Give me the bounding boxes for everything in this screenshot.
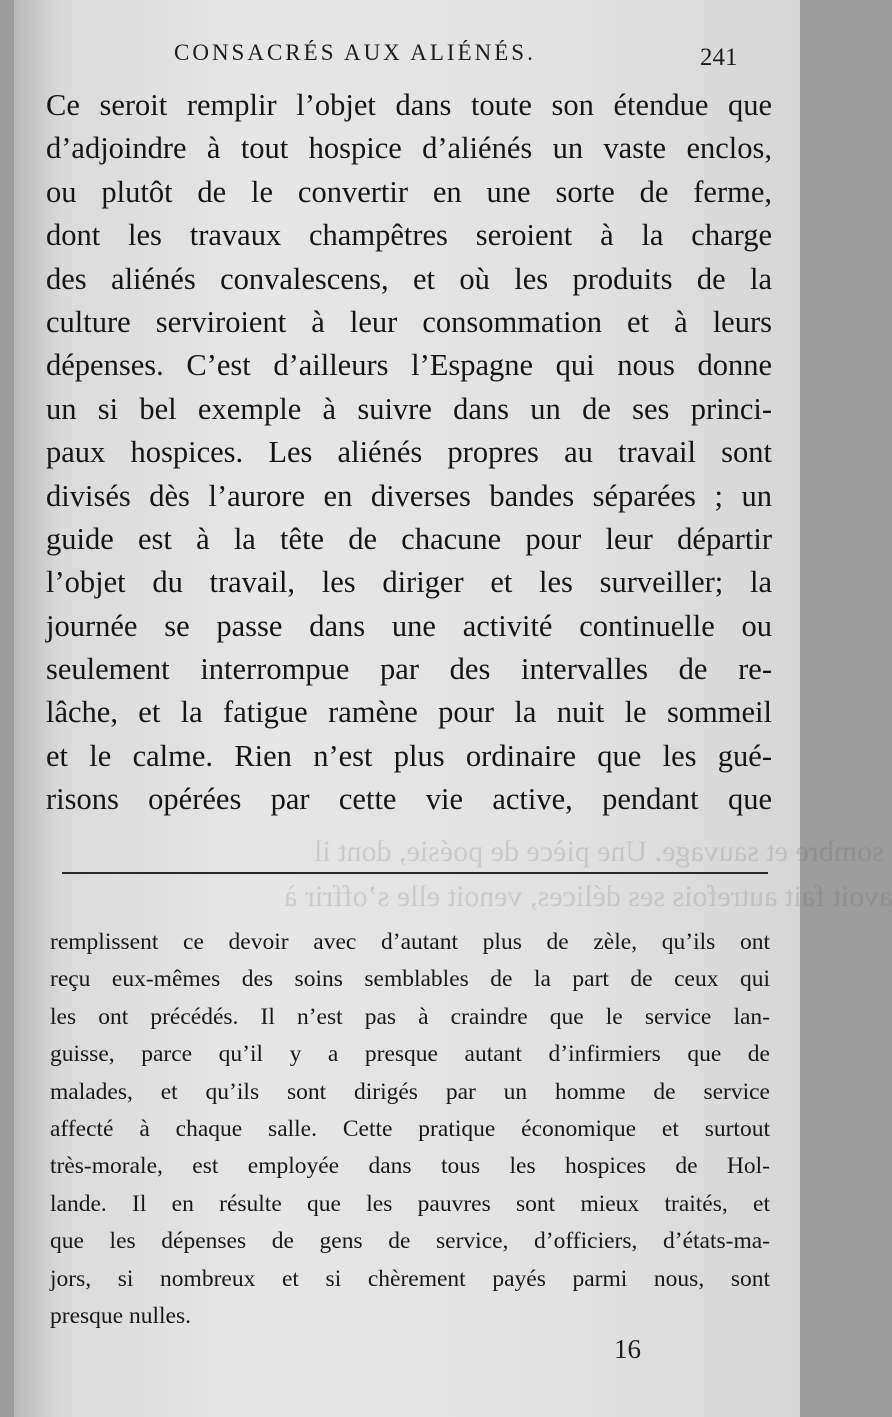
text-line: seulement interrompue par des intervalles de re- bbox=[46, 652, 772, 687]
show-through-text: avoit fait autrefois ses délices, venoit elle s’offrir à bbox=[284, 880, 892, 913]
text-line: Ce seroit remplir l’objet dans toute son étendue que bbox=[46, 88, 772, 122]
text-line: et le calme. Rien n’est plus ordinaire que les gué- bbox=[46, 738, 772, 773]
footnote-line: affecté à chaque salle. Cette pratique économique et surtout bbox=[50, 1115, 770, 1142]
footnote-line: guisse, parce qu’il y a presque autant d’infirmiers que de bbox=[50, 1041, 770, 1068]
footnote-line: remplissent ce devoir avec d’autant plus de zèle, qu’ils ont bbox=[50, 929, 770, 955]
footnote-divider bbox=[62, 872, 768, 874]
footnote-line: presque nulles. bbox=[50, 1302, 191, 1329]
footnote-line: très-morale, est employée dans tous les hospices de Hol- bbox=[50, 1153, 770, 1180]
text-line: journée se passe dans une activité continuelle ou bbox=[46, 608, 772, 643]
book-page bbox=[14, 0, 892, 1417]
text-line: dont les travaux champêtres seroient à la charge bbox=[46, 218, 772, 253]
footnote-line: que les dépenses de gens de service, d’officiers, d’états-ma- bbox=[50, 1228, 770, 1255]
footnote-line: jors, si nombreux et si chèrement payés parmi nous, sont bbox=[50, 1265, 770, 1292]
page-number: 241 bbox=[700, 44, 738, 71]
text-line: des aliénés convalescens, et où les produits de la bbox=[46, 261, 772, 296]
footnote-line: les ont précédés. Il n’est pas à craindre que le service lan- bbox=[50, 1003, 770, 1030]
footnote-line: reçu eux-mêmes des soins semblables de la part de ceux qui bbox=[50, 966, 770, 993]
text-line: lâche, et la fatigue ramène pour la nuit le sommeil bbox=[46, 695, 772, 730]
text-line: culture serviroient à leur consommation et à leurs bbox=[46, 304, 772, 339]
footnote-line: lande. Il en résulte que les pauvres sont mieux traités, et bbox=[50, 1190, 770, 1217]
text-line: un si bel exemple à suivre dans un de ses princi- bbox=[46, 391, 772, 426]
signature-mark: 16 bbox=[614, 1334, 641, 1364]
main-text-block bbox=[46, 84, 772, 822]
text-line: guide est à la tête de chacune pour leur départir bbox=[46, 521, 772, 556]
text-line: risons opérées par cette vie active, pendant que bbox=[46, 782, 772, 817]
text-line: paux hospices. Les aliénés propres au travail sont bbox=[46, 435, 772, 470]
footnote-line: malades, et qu’ils sont dirigés par un homme de service bbox=[50, 1078, 770, 1105]
footnote-block bbox=[50, 924, 770, 1335]
text-line: d’adjoindre à tout hospice d’aliénés un vaste enclos, bbox=[46, 131, 772, 166]
text-line: ou plutôt de le convertir en une sorte de ferme, bbox=[46, 174, 772, 209]
running-head: CONSACRÉS AUX ALIÉNÉS. bbox=[174, 40, 536, 65]
text-line: divisés dès l’aurore en diverses bandes séparées ; un bbox=[46, 478, 772, 513]
show-through-text: sombre et sauvage. Une pièce de poésie, dont il bbox=[314, 835, 884, 868]
text-line: l’objet du travail, les diriger et les surveiller; la bbox=[46, 565, 772, 600]
text-line: dépenses. C’est d’ailleurs l’Espagne qui nous donne bbox=[46, 348, 772, 383]
